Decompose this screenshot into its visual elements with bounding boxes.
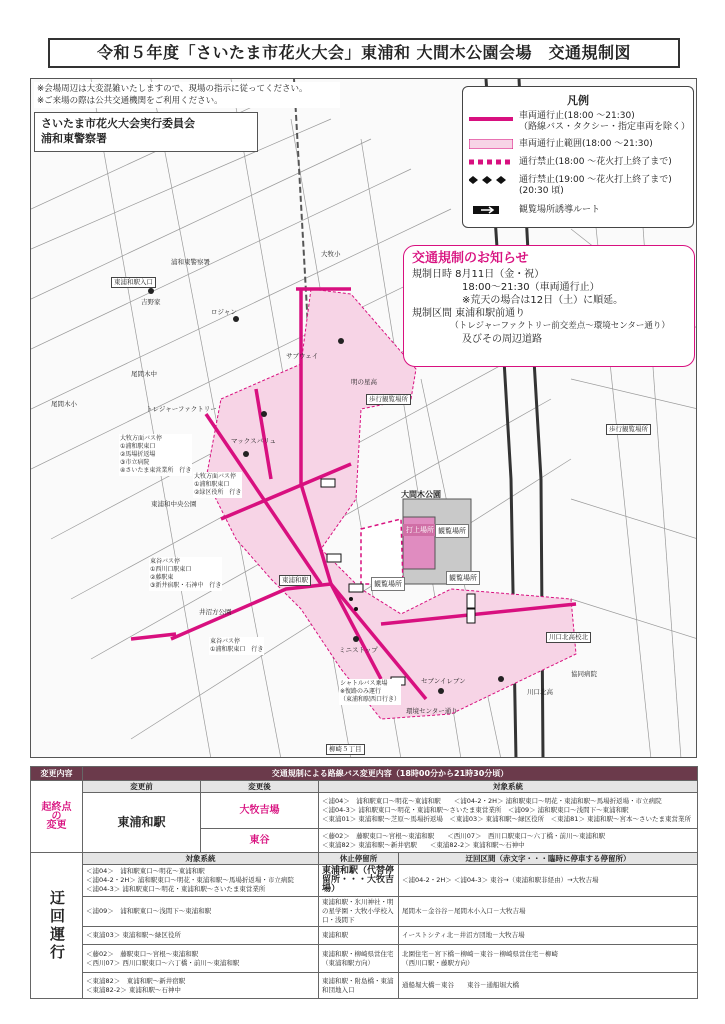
committee-line: 浦和東警察署 [41,132,107,145]
note-line: ※会場周辺は大変混雑いたしますので、現場の指示に従ってください。 [37,84,308,94]
place-akenohoshi: 明の星高 [351,378,377,386]
note-line: ※ご来場の際は公共交通機関をご利用ください。 [37,96,223,106]
stop-change-label: 起終点 の 変更 [31,781,83,853]
viewing-area-label-3: 観覧場所 [446,571,480,585]
legend-text: 車両通行止範囲(18:00 ～21:30) [519,139,653,149]
walking-view-area-label-1: 歩行観覧場所 [366,394,411,405]
yanagisaki-5-label: 柳崎５丁目 [326,744,365,755]
detour-section: 尾間木－金谷谷－尾間木小入口－大牧吉場 [399,897,698,927]
detour-header-stop: 休止停留所 [319,853,399,865]
stop-after-2: 東谷 [201,829,319,853]
detour-label: 迂回運行 [31,853,83,999]
detour-target: ＜藤02＞ 藤駅東口～宮根～東浦和駅 ＜西川07＞ 西川口駅東口～六丁橋・前川～東浦和駅 [83,945,319,973]
detour-section: 通船堀大橋－東谷 東谷－通船堀大橋 [399,973,698,999]
committee [34,112,258,152]
place-logan: ロジャン [211,308,237,316]
launch-site-label: 打上場所 [403,524,437,536]
notice-line: 規制区間 東浦和駅前通り [412,308,526,319]
detour-target: ＜浦04＞ 浦和駅東口～明花～東浦和駅 ＜浦04-2・2H＞ 浦和駅東口～明花・東浦和駅～馬場折返場・市立病院 ＜浦04-3＞ 浦和駅東口～明花・東浦和駅～さいたま東営業所 [83,865,319,897]
detour-stop: 東浦和駅・柳崎県営住宅（東浦和駅方向） [319,945,399,973]
legend-title: 凡例 [567,94,589,107]
legend-item [469,157,689,171]
bus-stop-higashiya-1: 東谷バス停 ①西川口駅東口 ②藤駅東 ③新井宿駅・石神中 行き [150,558,222,589]
committee-line: さいたま市花火大会実行委員会 [41,117,195,130]
stop-before: 東浦和駅 [83,793,201,853]
place-maxvalu: マックスバリュ [231,437,276,445]
notice-line: （トレジャーファクトリー前交差点～環境センター通り） [412,321,670,331]
detour-section: 北園住宅－宮下橋－柳崎－東谷－柳崎県営住宅－柳崎 （西川口駅・藤駅方向） [399,945,698,973]
place-treasure-factory: トレジャーファクトリー [146,405,217,413]
bus-change-table [30,766,697,1020]
detour-target: ＜浦09＞ 浦和駅東口～浅間下～東浦和駅 [83,897,319,927]
detour-target: ＜東浦03＞ 東浦和駅～緑区役所 [83,927,319,945]
stop-target-1: ＜浦04＞ 浦和駅東口～明花～東浦和駅 ＜浦04-2・2H＞ 浦和駅東口～明花・東浦和駅～馬場折返場・市立病院 ＜浦04-3＞ 浦和駅東口～明花・東浦和駅～さいたま東営業所 ＜浦09＞ 浦和駅東口～浅間下～東浦和駅 ＜東浦01＞ 東浦和駅～芝原～馬場折返場 ＜東浦03＞ 東浦和駅～緑区役所 ＜東浦81＞ 東浦和駅～宮本～さいたま東営業所 [319,793,698,829]
place-central-park: 東浦和中央公園 [151,500,197,508]
notice-line: 規制日時 8月11日（金・祝） [412,269,545,280]
legend-item [469,205,689,219]
stop-after-1: 大牧吉場 [201,793,319,829]
legend-item [469,175,689,199]
page-title: 令和５年度「さいたま市花火大会」東浦和 大間木公園会場 交通規制図 [48,38,680,68]
legend-text: 通行禁止(19:00 ～花火打上終了まで) (20:30 頃) [519,175,672,196]
legend [462,86,694,228]
detour-stop: 東浦和駅・氷川神社・明の星学園・大牧小学校入口・浅間下 [319,897,399,927]
walking-view-area-label-2: 歩行観覧場所 [606,424,651,435]
legend-item [469,139,689,153]
place-omagi-park: 大間木公園 [401,490,441,499]
legend-text: 通行禁止(18:00 ～花火打上終了まで) [519,157,672,167]
bus-stop-omaki-2: 大牧方面バス停 ①浦和駅東口 ②緑区役所 行き [194,473,242,496]
east-urawa-station-entrance-label: 東浦和駅入口 [111,277,156,288]
bus-stop-higashiya-2: 東谷バス停 ①浦和駅東口 行き [210,638,264,653]
detour-stop: 東浦和駅 [319,927,399,945]
east-urawa-station-label: 東浦和駅 [279,575,311,586]
stop-target-2: ＜藤02＞ 藤駅東口～宮根～東浦和駅 ＜西川07＞ 西川口駅東口～六丁橋・前川～東浦和駅 ＜東浦82＞ 東浦和駅～新井宿駅 ＜東浦82-2＞ 東浦和駅～石神中 [319,829,698,853]
arrow-icon [469,205,513,215]
table-row [31,945,698,973]
subheader-target: 対象系統 [319,781,698,793]
notice-line: 18:00～21:30（車両通行止） [412,282,600,293]
kawaguchi-kita-north-label: 川口北高校北 [546,632,591,643]
legend-item [469,111,689,135]
subheader-after: 変更後 [201,781,319,793]
header-title: 交通規制による路線バス変更内容（18時00分から21時30分頃） [83,767,698,781]
area-icon [469,139,513,149]
place-seven-eleven: セブンイレブン [421,677,466,685]
notes [34,82,340,108]
detour-stop: 東浦和駅（代替停留所・・・大牧吉場） [319,865,399,897]
table-row [31,897,698,927]
place-kyodo-hospital: 協同病院 [571,670,597,678]
place-omagi-es: 尾間木小 [51,400,77,408]
bus-stop-omaki-1: 大牧方面バス停 ①浦和駅東口 ②馬場折返場 ③市立病院 ④さいたま東営業所 行き [120,435,192,474]
detour-header-section: 迂回区間（赤文字・・・臨時に停車する停留所） [399,853,698,865]
detour-header-target: 対象系統 [83,853,319,865]
dotted-pink-icon [469,157,513,167]
detour-section: イーストシティ北－井沼方団地－大牧吉場 [399,927,698,945]
place-ministop: ミニストップ [339,646,378,654]
notice-title: 交通規制のお知らせ [412,251,529,266]
detour-stop: 東浦和駅・附島橋・東浦和団地入口 [319,973,399,999]
detour-target: ＜東浦82＞ 東浦和駅～新井宿駅 ＜東浦82-2＞ 東浦和駅～石神中 [83,973,319,999]
place-yoshinoya: 吉野家 [141,298,161,306]
table-row [31,927,698,945]
viewing-area-label-2: 観覧場所 [371,577,405,591]
notice-line: 及びその周辺道路 [412,334,542,345]
place-inumagata-park: 井沼方公園 [199,608,232,616]
solid-line-icon [469,114,513,124]
dotted-black-icon [469,175,513,185]
place-env-center-road: 環境センター通り [406,707,458,715]
place-subway: サブウェイ [286,352,319,360]
notice-line: ※荒天の場合は12日（土）に順延。 [412,295,624,306]
legend-text: 車両通行止(18:00 ～21:30) （路線バス・タクシー・指定車両を除く） [519,111,691,132]
table-row [31,973,698,999]
subheader-before: 変更前 [83,781,201,793]
table-row [31,865,698,897]
place-police: 浦和東警察署 [171,258,210,266]
place-omagi-jhs: 尾間木中 [131,370,157,378]
viewing-area-label-1: 観覧場所 [435,524,469,538]
place-kawaguchi-kita-hs: 川口北高 [527,688,553,696]
shuttle-bus-stop: シャトルバス乗場 ※復路のみ運行 （東浦和駅西口行き） [340,680,401,703]
legend-text: 観覧場所誘導ルート [519,205,601,215]
traffic-notice [403,245,695,367]
detour-section: ＜浦04-2・2H＞ ＜浦04-3＞ 東谷→（東浦和駅非経由）→大牧吉場 [399,865,698,897]
place-omaki-es: 大牧小 [321,250,341,258]
header-change: 変更内容 [31,767,83,781]
